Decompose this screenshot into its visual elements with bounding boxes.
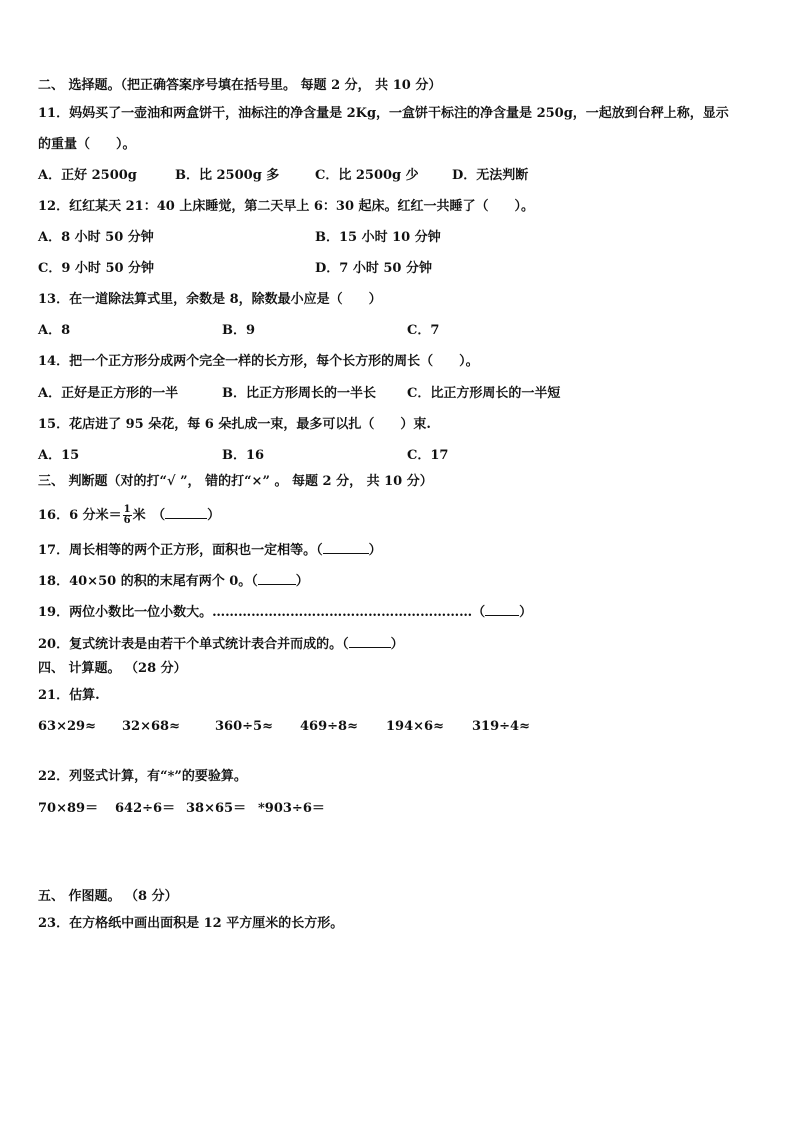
q21-item-4: 469÷8≈ (300, 719, 358, 734)
q21-item-1: 63×29≈ (38, 719, 96, 734)
q16 (38, 505, 220, 526)
q21-item-6: 319÷4≈ (472, 719, 530, 734)
q16-fraction-denominator: 6 (123, 515, 131, 526)
q15-option-c: C．17 (407, 448, 449, 463)
q15-option-a: A．15 (38, 448, 80, 463)
q20 (38, 635, 404, 653)
q22-item-4: *903÷6＝ (258, 801, 325, 816)
q20-end: ） (390, 637, 404, 652)
q11-option-d: D．无法判断 (452, 168, 529, 183)
q19-answer-blank[interactable] (485, 603, 519, 616)
q16-answer-blank[interactable] (165, 506, 207, 519)
q11-line2: 的重量（ ）。 (38, 137, 136, 152)
q21-item-2: 32×68≈ (122, 719, 180, 734)
q16-fraction-numerator: 1 (123, 504, 131, 515)
q13-text: 13．在一道除法算式里，余数是 8，除数最小应是（ ） (38, 292, 382, 307)
q21-item-3: 360÷5≈ (215, 719, 273, 734)
q23-text: 23．在方格纸中画出面积是 12 平方厘米的长方形。 (38, 916, 344, 931)
q22-text: 22．列竖式计算，有“*”的要验算。 (38, 769, 247, 784)
q18-answer-blank[interactable] (258, 572, 296, 585)
q22-item-2: 642÷6＝ (115, 801, 176, 816)
q14-text: 14．把一个正方形分成两个完全一样的长方形，每个长方形的周长（ ）。 (38, 354, 479, 369)
section-4-title: 四、 计算题。 （28 分） (38, 661, 187, 676)
q12-option-c: C．9 小时 50 分钟 (38, 261, 155, 276)
q12-option-d: D．7 小时 50 分钟 (315, 261, 432, 276)
q12-option-b: B．15 小时 10 分钟 (315, 230, 441, 245)
q17-text: 17．周长相等的两个正方形，面积也一定相等。（ (38, 543, 323, 558)
q21-text: 21．估算. (38, 688, 100, 703)
q18-end: ） (295, 574, 309, 589)
q16-fraction (123, 505, 132, 526)
section-5-title: 五、 作图题。 （8 分） (38, 889, 178, 904)
q20-text: 20．复式统计表是由若干个单式统计表合并而成的。（ (38, 637, 349, 652)
q13-option-a: A．8 (38, 323, 71, 338)
q18 (38, 572, 309, 590)
q14-option-a: A．正好是正方形的一半 (38, 386, 179, 401)
q14-option-b: B．比正方形周长的一半长 (222, 386, 376, 401)
q16-prefix: 16．6 分米＝ (38, 508, 122, 523)
section-3-title: 三、 判断题（对的打“√ ”， 错的打“×” 。 每题 2 分， 共 10 分） (38, 474, 433, 489)
q11-option-c: C．比 2500g 少 (315, 168, 419, 183)
q12-option-a: A．8 小时 50 分钟 (38, 230, 154, 245)
q19 (38, 603, 532, 621)
q11-option-b: B．比 2500g 多 (175, 168, 280, 183)
q13-option-b: B．9 (222, 323, 256, 338)
q21-item-5: 194×6≈ (386, 719, 444, 734)
q15-option-b: B．16 (222, 448, 265, 463)
q16-end: ） (207, 508, 221, 523)
q19-text: 19．两位小数比一位小数大。……………………………………………………（ (38, 605, 486, 620)
q14-option-c: C．比正方形周长的一半短 (407, 386, 561, 401)
q18-text: 18．40×50 的积的末尾有两个 0。（ (38, 574, 258, 589)
q20-answer-blank[interactable] (349, 635, 391, 648)
q17-answer-blank[interactable] (323, 541, 369, 554)
q11-option-a: A．正好 2500g (38, 168, 137, 183)
q13-option-c: C．7 (407, 323, 440, 338)
q22-item-3: 38×65＝ (186, 801, 247, 816)
section-2-title: 二、 选择题。（把正确答案序号填在括号里。 每题 2 分， 共 10 分） (38, 78, 442, 93)
q17-end: ） (368, 543, 382, 558)
q22-item-1: 70×89＝ (38, 801, 99, 816)
q11-line1: 11．妈妈买了一壶油和两盒饼干，油标注的净含量是 2Kg，一盒饼干标注的净含量是 250g，一起放到台秤上称，显示 (38, 106, 729, 121)
q16-suffix: 米 （ (132, 508, 166, 523)
q17 (38, 541, 382, 559)
q19-end: ） (519, 605, 533, 620)
q12-text: 12．红红某天 21：40 上床睡觉，第二天早上 6：30 起床。红红一共睡了（ ）。 (38, 199, 535, 214)
q15-text: 15．花店进了 95 朵花，每 6 朵扎成一束，最多可以扎（ ）束. (38, 417, 431, 432)
